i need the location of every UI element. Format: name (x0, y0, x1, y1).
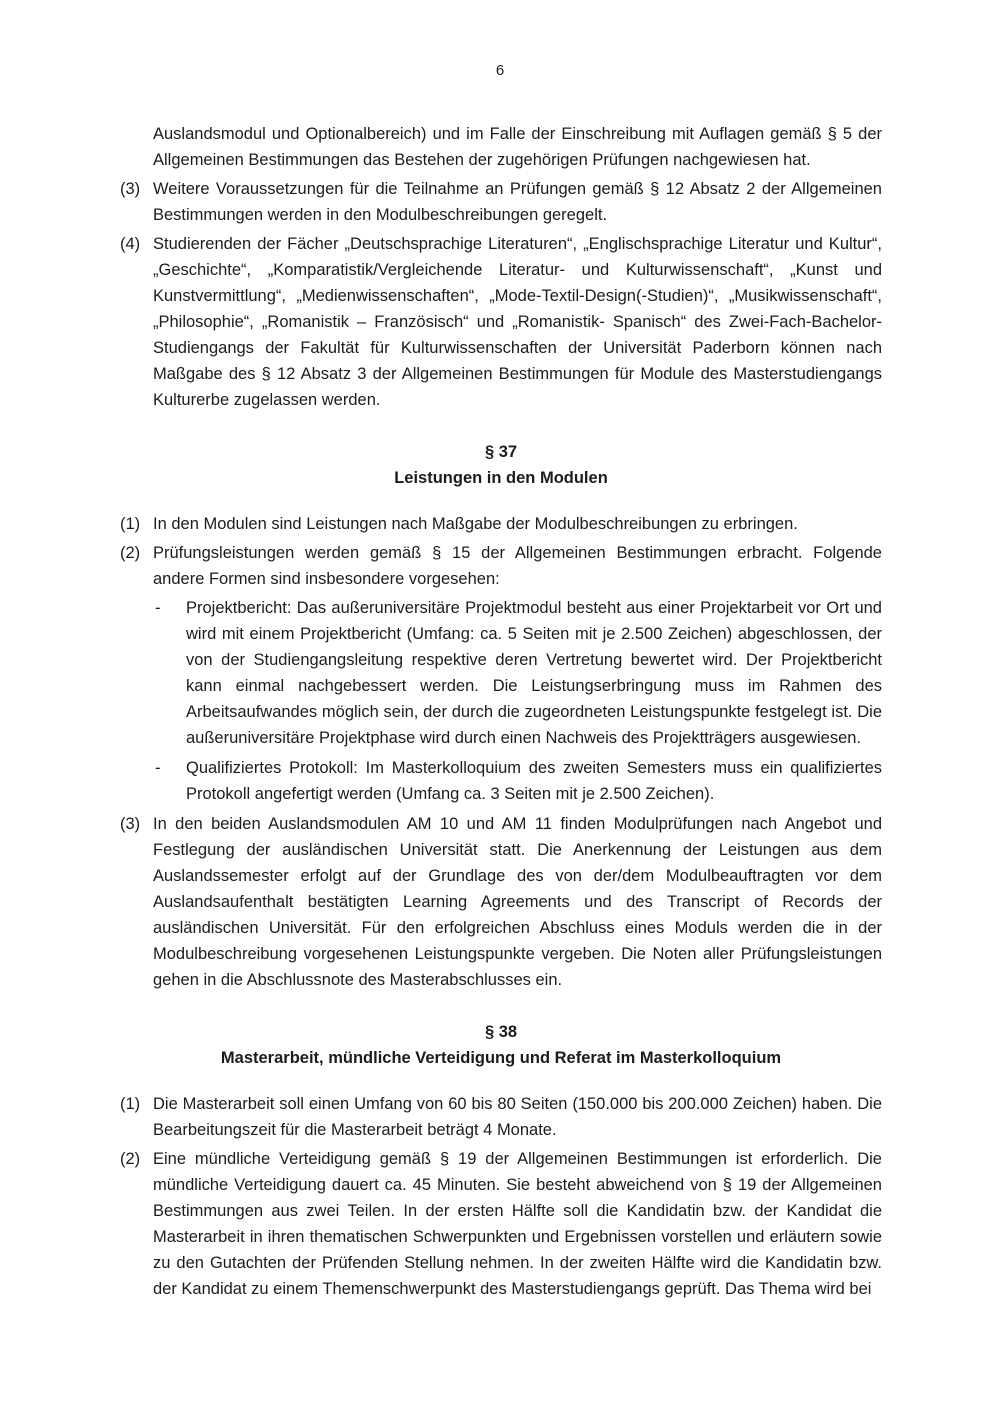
page-number: 6 (495, 62, 505, 79)
numbered-paragraph (120, 231, 882, 413)
section-heading (120, 439, 882, 491)
list-marker: (4) (120, 235, 141, 253)
section-number: § 37 (484, 443, 518, 461)
paragraph-text: Eine mündliche Verteidigung gemäß § 19 der Allgemeinen Bestimmungen ist erforderlich. Die mündliche Verteidigung dauert ca. 45 Minuten. Sie besteht abweichend von § 19 der Allgemeinen Bestimmungen aus zwei Teilen. In der ersten Hälfte soll die Kandidatin bzw. der Kandidat die Masterarbeit in ihren thematischen Schwerpunkten und Ergebnissen vorstellen und erläutern sowie zu den Gutachten der Prüfenden Stellung nehmen. In der zweiten Hälfte wird die Kandidatin bzw. der Kandidat zu einem Themenschwerpunkt des Masterstudiengangs geprüft. Das Thema wird bei (153, 1150, 882, 1298)
list-marker: (2) (120, 1150, 141, 1168)
section-title: Masterarbeit, mündliche Verteidigung und Referat im Masterkolloquium (220, 1049, 782, 1067)
paragraph-text: Projektbericht: Das außeruniversitäre Projektmodul besteht aus einer Projektarbeit vor Ort und wird mit einem Projektbericht (Umfang: ca. 5 Seiten mit je 2.500 Zeichen) abgeschlossen, der von der Studiengangsleitung respektive deren Vertretung bewertet wird. Der Projektbericht kann einmal nachgebessert werden. Die Leistungserbringung muss im Rahmen des Arbeitsaufwandes möglich sein, der durch die zugeordneten Leistungspunkte festgelegt ist. Die außeruniversitäre Projektphase wird durch einen Nachweis des Projektträgers ausgewiesen. (186, 599, 882, 747)
paragraph-text: Qualifiziertes Protokoll: Im Masterkolloquium des zweiten Semesters muss ein qualifiziertes Protokoll angefertigt werden (Umfang ca. 3 Seiten mit je 2.500 Zeichen). (186, 759, 882, 803)
list-marker: (1) (120, 515, 141, 533)
list-marker: (1) (120, 1095, 141, 1113)
numbered-paragraph (120, 511, 882, 537)
list-marker: - (155, 599, 161, 617)
dash-list-item (120, 755, 882, 807)
list-marker: (3) (120, 180, 141, 198)
paragraph-text: Weitere Voraussetzungen für die Teilnahme an Prüfungen gemäß § 12 Absatz 2 der Allgemeinen Bestimmungen werden in den Modulbeschreibungen geregelt. (153, 180, 882, 224)
dash-list-item (120, 595, 882, 751)
list-marker: - (155, 759, 161, 777)
numbered-paragraph (120, 1091, 882, 1143)
paragraph-text: In den beiden Auslandsmodulen AM 10 und AM 11 finden Modulprüfungen nach Angebot und Festlegung der ausländischen Universität statt. Die Anerkennung der Leistungen aus dem Auslandssemester erfolgt auf der Grundlage des von der/dem Modulbeauftragten vor dem Auslandsaufenthalt bestätigten Learning Agreements und des Transcript of Records der ausländischen Universität. Für den erfolgreichen Abschluss eines Moduls werden die in der Modulbeschreibung vorgesehenen Leistungspunkte vergeben. Die Noten aller Prüfungsleistungen gehen in die Abschlussnote des Masterabschlusses ein. (153, 815, 882, 989)
numbered-paragraph (120, 540, 882, 592)
paragraph-text: Studierenden der Fächer „Deutschsprachige Literaturen“, „Englischsprachige Literatur und Kultur“, „Geschichte“, „Komparatistik/Vergleichende Literatur- und Kulturwissenschaft“, „Kunst und Kunstvermittlung“, „Medienwissenschaften“, „Mode-Textil-Design(-Studien)“, „Musikwissenschaft“, „Philosophie“, „Romanistik – Französisch“ und „Romanistik- Spanisch“ des Zwei-Fach-Bachelor-Studiengangs der Fakultät für Kulturwissenschaften der Universität Paderborn können nach Maßgabe des § 12 Absatz 3 der Allgemeinen Bestimmungen für Module des Masterstudiengangs Kulturerbe zugelassen werden. (153, 235, 882, 409)
continuation-paragraph: Auslandsmodul und Optionalbereich) und im Falle der Einschreibung mit Auflagen gemäß § 5 der Allgemeinen Bestimmungen das Bestehen der zugehörigen Prüfungen nachgewiesen hat. (153, 125, 882, 169)
section-number: § 38 (484, 1023, 518, 1041)
numbered-paragraph (120, 1146, 882, 1302)
numbered-paragraph (120, 176, 882, 228)
paragraph-text: Prüfungsleistungen werden gemäß § 15 der Allgemeinen Bestimmungen erbracht. Folgende andere Formen sind insbesondere vorgesehen: (153, 544, 882, 588)
list-marker: (3) (120, 815, 141, 833)
numbered-paragraph (120, 811, 882, 993)
list-marker: (2) (120, 544, 141, 562)
paragraph-text: In den Modulen sind Leistungen nach Maßgabe der Modulbeschreibungen zu erbringen. (153, 515, 798, 533)
section-heading (120, 1019, 882, 1071)
document-body (120, 121, 882, 1305)
paragraph-text: Die Masterarbeit soll einen Umfang von 60 bis 80 Seiten (150.000 bis 200.000 Zeichen) haben. Die Bearbeitungszeit für die Masterarbeit beträgt 4 Monate. (153, 1095, 882, 1139)
section-title: Leistungen in den Modulen (394, 469, 608, 487)
